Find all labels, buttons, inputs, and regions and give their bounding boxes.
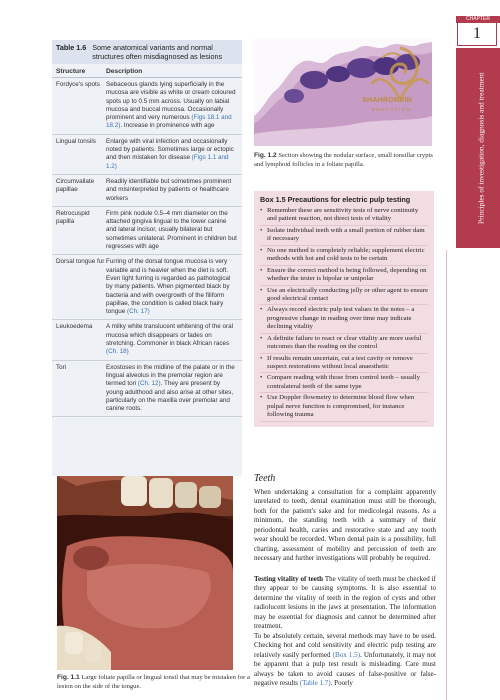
watermark-logo-icon (352, 40, 448, 126)
figure-1-2-text: Section showing the nodular surface, small tonsillar crypts and lymphoid follicles in a foliate papilla. (254, 152, 433, 168)
box-list-item: • Remember these are sensitivity tests of nerve continuity and patient reaction, not direct tests of vitality (260, 207, 428, 226)
description-cell (106, 138, 238, 171)
description-cell (106, 258, 238, 316)
box-list-item: • If results remain uncertain, cut a test cavity or remove suspect restorations without local anaesthetic (260, 355, 428, 374)
description-cell (106, 323, 238, 356)
box-list-item: • Use an electrically conducting jelly or other agent to ensure good electrical contact (260, 287, 428, 306)
tongue-photo-image (57, 476, 233, 670)
figure-1-2-label: Fig. 1.2 (254, 152, 277, 159)
watermark-sub: EDUCATION (372, 107, 412, 112)
cross-reference-link[interactable]: (Figs 18.1 and 18.2) (106, 114, 232, 130)
p3-text-a: To be absolutely certain, several methods may have to be used. Checking hot and cold sensitivity and electric pulp testing are relatively easily performed (254, 632, 436, 659)
watermark-brand: SHAHROKVIN (362, 97, 413, 104)
table-column-headers (52, 64, 242, 78)
table-number: Table 1.6 (56, 43, 87, 52)
section-heading-teeth: Teeth (254, 473, 276, 484)
box-list-item: • A definite failure to react or clear vitality are more useful outcomes than the reading on the control (260, 335, 428, 354)
figure-1-2-caption (254, 152, 434, 169)
structure-cell: Dorsal tongue fur (56, 258, 105, 266)
p3-text-b: . Unfortunately, it may not be apparent that a pulp test result is misleading. Care must always be taken to avoid causes of false-positive or false-negative results (254, 650, 436, 688)
structure-cell: Tori (56, 363, 67, 371)
description-cell (106, 81, 238, 131)
chapter-title-vertical: Principles of investigation, diagnosis and treatment (476, 72, 486, 224)
teeth-paragraph-2 (254, 575, 436, 632)
description-cell (106, 178, 238, 203)
description-tail: . They are present by young adulthood and also arise at other sites, particularly on the maxilla over premolar and canine roots. (106, 380, 234, 413)
table-1-6 (52, 40, 242, 476)
col-description: Description (106, 68, 143, 75)
description-tail: . Increase in prominence with age (120, 122, 215, 130)
box-title: Box 1.5 Precautions for electric pulp testing (260, 195, 411, 204)
cross-reference-link[interactable]: (Ch. 18) (106, 348, 129, 356)
chapter-label: CHAPTER (456, 16, 500, 23)
table-row (52, 207, 242, 255)
chapter-number: 1 (457, 22, 497, 46)
margin-rule (446, 250, 447, 700)
table-row (52, 135, 242, 175)
structure-cell: Fordyce's spots (56, 81, 100, 88)
figure-1-1-text: Large foliate papilla or lingual tonsil that may be mistaken for a lesion on the side of the tongue. (57, 674, 250, 690)
table-row (52, 361, 242, 418)
col-structure: Structure (56, 68, 86, 75)
box-list-item: • Compare reading with those from control teeth – usually contralateral teeth of the same type (260, 374, 428, 393)
description-text: Readily identifiable but sometimes prominent and misinterpreted by patients or healthcare workers (106, 177, 232, 202)
table-title: Some anatomical variants and normal structures often misdiagnosed as lesions (92, 43, 223, 61)
description-text: Enlarge with viral infection and occasionally noted by patients. Sometimes large or ectopic and then mistaken for disease (106, 137, 234, 162)
teeth-paragraph-1: When undertaking a consultation for a complaint apparently unrelated to teeth, dental examination must still be thorough, both for the patient's sake and for medicolegal reasons. As a minimum, the standing teeth with a summary of their periodontal health, caries and restorative state and any tooth wear should be recorded. When dental pain is a possibility, full charting, assessment of mobility and percussion of teeth are necessary and further investigations will probably be required. (254, 488, 436, 563)
box-list-item: • No one method is completely reliable; supplement electric methods with hot and cold tests to be certain (260, 247, 428, 266)
description-cell (106, 364, 238, 414)
structure-cell: Circumvallate papillae (56, 177, 95, 194)
figure-1-1-photo (57, 476, 233, 670)
box-1-5-link[interactable]: (Box 1.5) (332, 650, 360, 659)
cross-reference-link[interactable]: (Ch. 17) (127, 308, 150, 316)
table-row (52, 175, 242, 207)
box-list-item: • Isolate individual teeth with a small portion of rubber dam if necessary (260, 227, 428, 246)
teeth-paragraph-3 (254, 632, 436, 689)
cross-reference-link[interactable]: (Figs 1.1 and 1.2) (106, 154, 229, 170)
box-list (260, 207, 428, 422)
p3-text-c: . Poorly (330, 679, 353, 688)
description-text: Firm pink nodule 0.5–4 mm diameter on the attached gingiva lingual to the lower canine and lateral incisor, usually bilateral but sometimes unilateral. Prominent in children but regresses with age (106, 209, 237, 251)
testing-vitality-text: The vitality of teeth must be checked if they appear to be causing symptoms. It is also essential to determine the vitality of teeth in the region of cysts and other radiolucent lesions in the jaws at presentation. The information may be essential for diagnosis and cannot be determined after treatment. (254, 575, 436, 631)
table-row (52, 320, 242, 360)
description-cell (106, 210, 238, 251)
box-list-item: • Use Doppler flowmetry to determine blood flow when pulpal nerve function is compromised, for instance following trauma (260, 394, 428, 421)
box-1-5 (254, 191, 434, 427)
description-text: Sebaceous glands lying superficially in the mucosa are visible as white or cream coloured spots up to 0.5 mm across. Usually on labial mucosa and buccal mucosa. Occasionally prominent and very numerous (106, 81, 236, 122)
box-list-item: • Always record electric pulp test values in the notes – a progressive change in reading over time may indicate declining vitality (260, 306, 428, 333)
box-list-item: • Ensure the correct method is being followed, depending on whether the tester is bipolar or unipolar (260, 267, 428, 286)
description-text: A milky white translucent whitening of the oral mucosa which disappears or fades on stretching. Commoner in black African races (106, 323, 234, 348)
table-row (52, 255, 242, 320)
cross-reference-link[interactable]: (Ch. 12) (137, 380, 161, 388)
figure-1-1-label: Fig. 1.1 (57, 674, 80, 681)
structure-cell: Leukoedema (56, 323, 93, 331)
table-row (52, 78, 242, 135)
table-1-7-link[interactable]: (Table 1.7) (299, 679, 331, 688)
testing-vitality-lead: Testing vitality of teeth (254, 575, 324, 583)
figure-1-1-caption (57, 674, 257, 691)
structure-cell: Lingual tonsils (56, 137, 96, 145)
structure-cell: Retrocuspid papilla (56, 209, 90, 226)
description-text: Exostoses in the midline of the palate or in the lingual alveolus in the premolar region are termed tori (106, 363, 235, 388)
description-text: Furring of the dorsal tongue mucosa is very variable and is heavier when the diet is soft. Even light furring is regarded as pathological by many patients. When pigmented black by bacteria and with overgrowth of the filiform papillae, the condition is called black hairy tongue (106, 258, 231, 316)
table-header (52, 40, 242, 64)
